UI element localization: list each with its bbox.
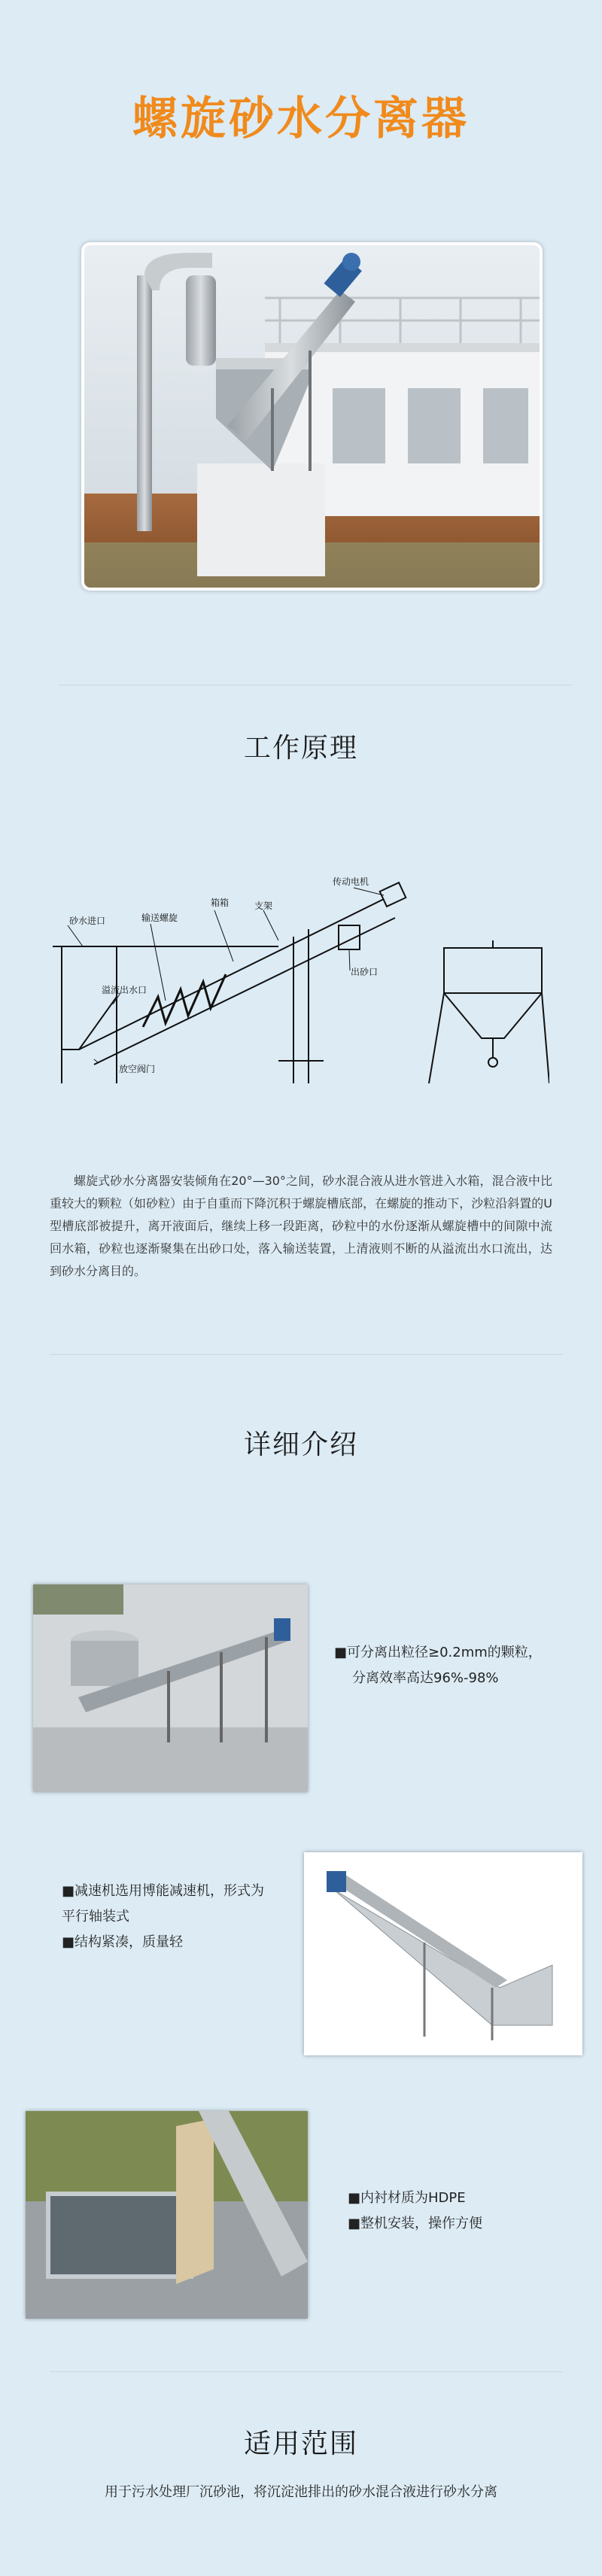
detail-2-line-3: ■结构紧凑，质量轻 bbox=[62, 1934, 184, 1950]
principle-diagram bbox=[53, 865, 549, 1091]
label-support: 支架 bbox=[254, 901, 273, 911]
detail-photo-3 bbox=[26, 2111, 308, 2319]
detail-photo-2 bbox=[304, 1852, 582, 2055]
label-drain-valve: 放空阀门 bbox=[119, 1064, 156, 1074]
detail-photo-1 bbox=[33, 1584, 308, 1792]
section-title-scope: 适用范围 bbox=[243, 2429, 358, 2459]
divider bbox=[50, 2371, 563, 2372]
detail-text-2 bbox=[62, 1879, 310, 1955]
label-sand-outlet: 出砂口 bbox=[351, 967, 379, 977]
detail-1-line-1: ■可分离出粒径≥0.2mm的颗粒， bbox=[334, 1645, 542, 1660]
section-title-principle: 工作原理 bbox=[243, 733, 358, 764]
detail-3-line-1: ■内衬材质为HDPE bbox=[348, 2190, 466, 2206]
detail-1-line-2: 分离效率高达96%-98% bbox=[352, 1670, 499, 1686]
label-drive-motor: 传动电机 bbox=[333, 876, 369, 887]
label-conveyor-screw: 输送螺旋 bbox=[141, 913, 178, 923]
principle-text: 螺旋式砂水分离器安装倾角在20°—30°之间，砂水混合液从进水管进入水箱，混合液中比重较大的颗粒（如砂粒）由于自重而下降沉积于螺旋槽底部，在螺旋的推动下，沙粒沿斜置的U型槽底部被提升，离开液面后，继续上移一段距离，砂粒中的水份逐渐从螺旋槽中的间隙中流回水箱，砂粒也逐渐聚集在出砂口处，落入输送装置，上清液则不断的从溢流出水口流出，达到砂水分离目的。 bbox=[50, 1174, 552, 1278]
label-sand-inlet: 砂水进口 bbox=[69, 916, 106, 926]
detail-2-line-1: ■减速机选用博能减速机，形式为 bbox=[62, 1883, 265, 1899]
hero-illustration bbox=[84, 245, 540, 588]
detail-text-1 bbox=[334, 1640, 590, 1691]
label-trough: 箱箱 bbox=[211, 898, 230, 908]
label-overflow-outlet: 溢流出水口 bbox=[102, 985, 147, 995]
detail-text-3 bbox=[348, 2186, 588, 2237]
scope-text: 用于污水处理厂沉砂池，将沉淀池排出的砂水混合液进行砂水分离 bbox=[105, 2484, 497, 2500]
detail-3-line-2: ■整机安装，操作方便 bbox=[348, 2216, 483, 2231]
hero-image bbox=[81, 242, 543, 591]
page-title: 螺旋砂水分离器 bbox=[132, 93, 470, 145]
section-title-detail: 详细介绍 bbox=[243, 1429, 358, 1460]
divider bbox=[50, 1354, 563, 1355]
detail-2-line-2: 平行轴装式 bbox=[62, 1909, 129, 1924]
